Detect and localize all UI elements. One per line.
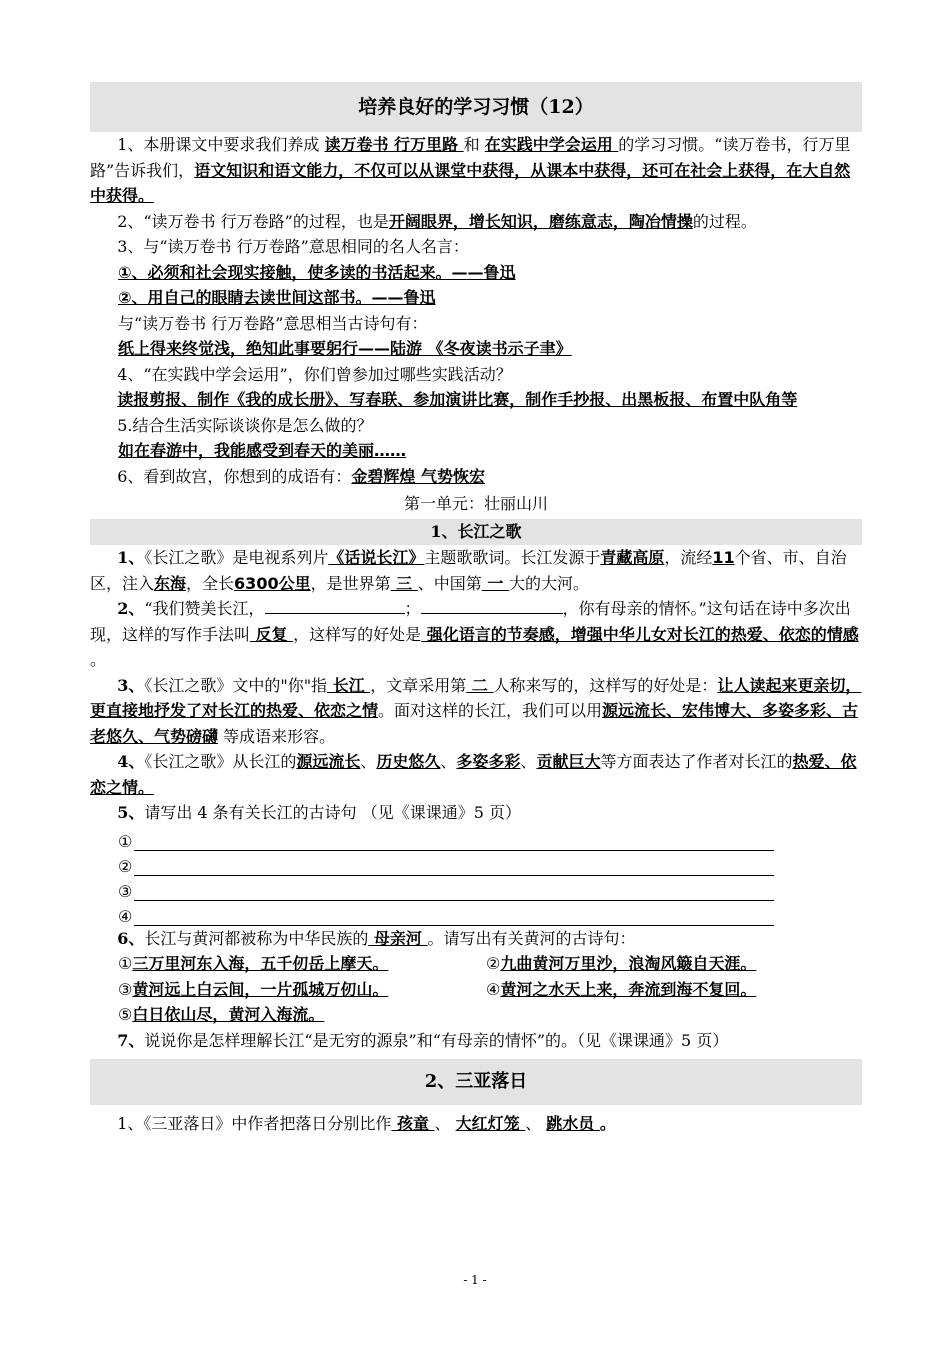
number: 5、: [117, 803, 145, 822]
answer: 源远流长、宏伟博大、多姿多彩、古老悠久、气势磅礴: [90, 701, 859, 746]
blank-line: [134, 884, 774, 901]
unit-title: 第一单元：壮丽山川: [403, 494, 548, 513]
text: ，全长: [186, 573, 235, 593]
habit-q6: [90, 464, 862, 490]
document-page: [90, 82, 862, 1137]
habit-q3-answer-2: [90, 285, 862, 311]
poem: [486, 977, 756, 1003]
answer: 九曲黄河万里沙，浪淘风簸自天涯。: [500, 954, 757, 973]
habit-q2: [90, 209, 862, 235]
answer: 源远流长: [296, 752, 361, 771]
text: 。: [90, 650, 107, 669]
habit-q3-answer-1: [90, 260, 862, 286]
answer: 热爱、依恋之情。: [90, 752, 857, 797]
blank-line: [134, 834, 774, 851]
habit-q5-answer: [90, 438, 862, 464]
page-title: 培养良好的学习习惯（12）: [90, 82, 862, 132]
text: ，你有母亲的情怀。”这句话在诗中多次出现，这样的写作手法叫: [90, 599, 851, 644]
marker: ①: [118, 954, 133, 973]
marker: ②: [486, 954, 501, 973]
text: 、: [434, 1114, 456, 1133]
blank-line: [265, 597, 405, 614]
text: ，流经: [664, 548, 713, 567]
text: 《长江之歌》文中的"你"指: [144, 675, 328, 695]
text: 等方面表达了作者对长江的: [600, 752, 793, 771]
poem: [118, 951, 486, 977]
poem-row: [90, 1002, 862, 1028]
answer: 读万卷书 行万里路: [324, 135, 464, 154]
text: “我们赞美长江，: [144, 599, 265, 618]
answer: 黄河之水天上来，奔流到海不复回。: [500, 979, 757, 999]
lesson1-q1: [90, 545, 862, 596]
text: 的过程。: [692, 211, 757, 231]
text: 、中国第: [417, 573, 482, 593]
answer: 11: [712, 548, 735, 567]
answer: ②、用自己的眼睛去读世间这部书。——鲁迅: [118, 288, 436, 307]
marker: ③: [118, 979, 133, 999]
habit-q3: 3、与“读万卷书 行万卷路”意思相同的名人名言：: [117, 237, 469, 256]
lesson1-q6: [90, 926, 862, 952]
answer: 历史悠久: [376, 752, 441, 771]
answer: 读报剪报、制作《我的成长册》、写春联、参加演讲比赛，制作手抄报、出黑板报、布置中队角等: [117, 390, 798, 409]
habit-q4: 4、“在实践中学会运用”，你们曾参加过哪些实践活动？: [117, 364, 512, 384]
text: 。: [599, 1114, 616, 1133]
lesson1-q5: [90, 800, 862, 826]
text: 2、“读万卷书 行万卷路”的过程，也是: [117, 211, 389, 231]
text: 请写出 4 条有关长江的古诗句 （见《课课通》5 页）: [144, 803, 522, 822]
number: 1、: [117, 548, 145, 567]
answer: 青藏高原: [600, 548, 665, 567]
text: 《长江之歌》是电视系列片: [144, 548, 329, 567]
answer: 让人读起来更亲切，更直接地抒发了对长江的热爱、依恋之情: [90, 675, 862, 720]
answer: 跳水员: [546, 1114, 600, 1133]
habit-q3-poem-question: 与“读万卷书 行万卷路”意思相当古诗句有：: [118, 313, 428, 333]
page-number: - 1 -: [463, 1273, 487, 1287]
answer: 一: [481, 573, 509, 593]
marker: ⑤: [118, 1005, 133, 1024]
answer: 大红灯笼: [455, 1114, 526, 1133]
number: 4、: [117, 752, 145, 771]
text: 说说你是怎样理解长江“是无穷的源泉”和“有母亲的情怀”的。（见《课课通》5 页）: [144, 1030, 729, 1050]
answer: 语文知识和语文能力，不仅可以从课堂中获得，从课本中获得，还可在社会上获得，在大自然中获得。: [90, 160, 851, 205]
answer: 长江: [327, 675, 371, 695]
text: 人称来写的，这样写的好处是：: [493, 675, 718, 695]
lesson1-q7: [90, 1028, 862, 1054]
text: 。请写出有关黄河的古诗句：: [427, 928, 636, 948]
text: ；: [404, 599, 421, 618]
text: 《长江之歌》从长江的: [144, 752, 297, 771]
answer-line: [90, 826, 862, 851]
answer: 如在春游中，我能感受到春天的美丽……: [118, 441, 407, 460]
answer-line: [90, 901, 862, 926]
poem: [118, 1002, 324, 1028]
text: 、: [360, 752, 377, 771]
text: 、: [520, 752, 537, 771]
answer: 强化语言的节奏感，增强中华儿女对长江的热爱、依恋的情感: [421, 624, 859, 644]
blank-line: [134, 859, 774, 876]
answer: 反复: [250, 624, 294, 644]
text: ，是世界第: [310, 573, 391, 593]
habit-q3-poem-answer: [90, 336, 862, 362]
answer: 6300公里: [234, 573, 311, 593]
marker: ②: [118, 856, 133, 876]
marker: ①: [118, 831, 133, 851]
lesson1-q4: [90, 749, 862, 800]
answer-line: [90, 876, 862, 901]
answer: 开阔眼界，增长知识，磨练意志，陶冶情操: [388, 211, 693, 231]
answer: 金碧辉煌 气势恢宏: [351, 466, 485, 486]
text: 等成语来形容。: [218, 726, 336, 746]
blank-line: [134, 909, 774, 926]
habit-q5: 5.结合生活实际谈谈你是怎么做的？: [117, 415, 373, 435]
marker: ④: [118, 906, 133, 926]
answer: 三: [390, 573, 418, 593]
text: 1、本册课文中要求我们养成: [117, 135, 325, 154]
text: 主题歌歌词。长江发源于: [424, 548, 601, 567]
answer-line: [90, 851, 862, 876]
answer: 黄河远上白云间，一片孤城万仞山。: [132, 979, 389, 999]
number: 3、: [117, 675, 145, 695]
lesson1-q3: [90, 673, 862, 750]
number: 7、: [117, 1030, 145, 1050]
answer: 《话说长江》: [328, 548, 425, 567]
answer: 纸上得来终觉浅，绝知此事要躬行——陆游 《冬夜读书示子聿》: [118, 339, 572, 358]
text: 和: [463, 135, 485, 154]
text: ，这样写的好处是: [293, 624, 422, 644]
text: 个省、市、自治区，注入: [90, 548, 847, 593]
text: 、: [525, 1114, 547, 1133]
text: 1、《三亚落日》中作者把落日分别比作: [117, 1114, 392, 1133]
text: 长江与黄河都被称为中华民族的: [144, 928, 369, 948]
text: 大的大河。: [508, 573, 589, 593]
marker: ③: [118, 881, 133, 901]
answer: 多姿多彩: [456, 752, 521, 771]
answer: 白日依山尽，黄河入海流。: [132, 1005, 325, 1024]
text: 6、看到故宫，你想到的成语有：: [117, 466, 352, 486]
lesson1-q2: [90, 596, 862, 673]
answer: 三万里河东入海，五千仞岳上摩天。: [132, 954, 389, 973]
answer: 母亲河: [368, 928, 428, 948]
text: 。面对这样的长江，我们可以用: [378, 701, 603, 720]
marker: ④: [486, 979, 501, 999]
answer: 东海: [154, 573, 187, 593]
blank-line: [421, 597, 563, 614]
text: 、: [440, 752, 457, 771]
answer: 贡献巨大: [536, 752, 601, 771]
answer: ①、必须和社会现实接触，使多读的书活起来。——鲁迅: [118, 262, 516, 282]
poem-row: [90, 977, 862, 1003]
answer: 在实践中学会运用: [484, 135, 619, 154]
answer: 孩童: [391, 1114, 435, 1133]
poem: [118, 977, 486, 1003]
number: 6、: [117, 928, 145, 948]
habit-q4-answer: [90, 387, 862, 413]
lesson2-title: 2、三亚落日: [90, 1059, 862, 1105]
lesson1-title: 1、长江之歌: [90, 519, 862, 545]
poem-row: [90, 951, 862, 977]
text: ，文章采用第: [370, 675, 467, 695]
lesson2-q1: [90, 1111, 862, 1137]
poem: [486, 951, 756, 977]
number: 2、: [117, 599, 145, 618]
text: 的学习习惯。“读万卷书，行万里路”告诉我们，: [90, 135, 851, 180]
habit-q1: [90, 132, 862, 209]
answer: 二: [466, 675, 494, 695]
